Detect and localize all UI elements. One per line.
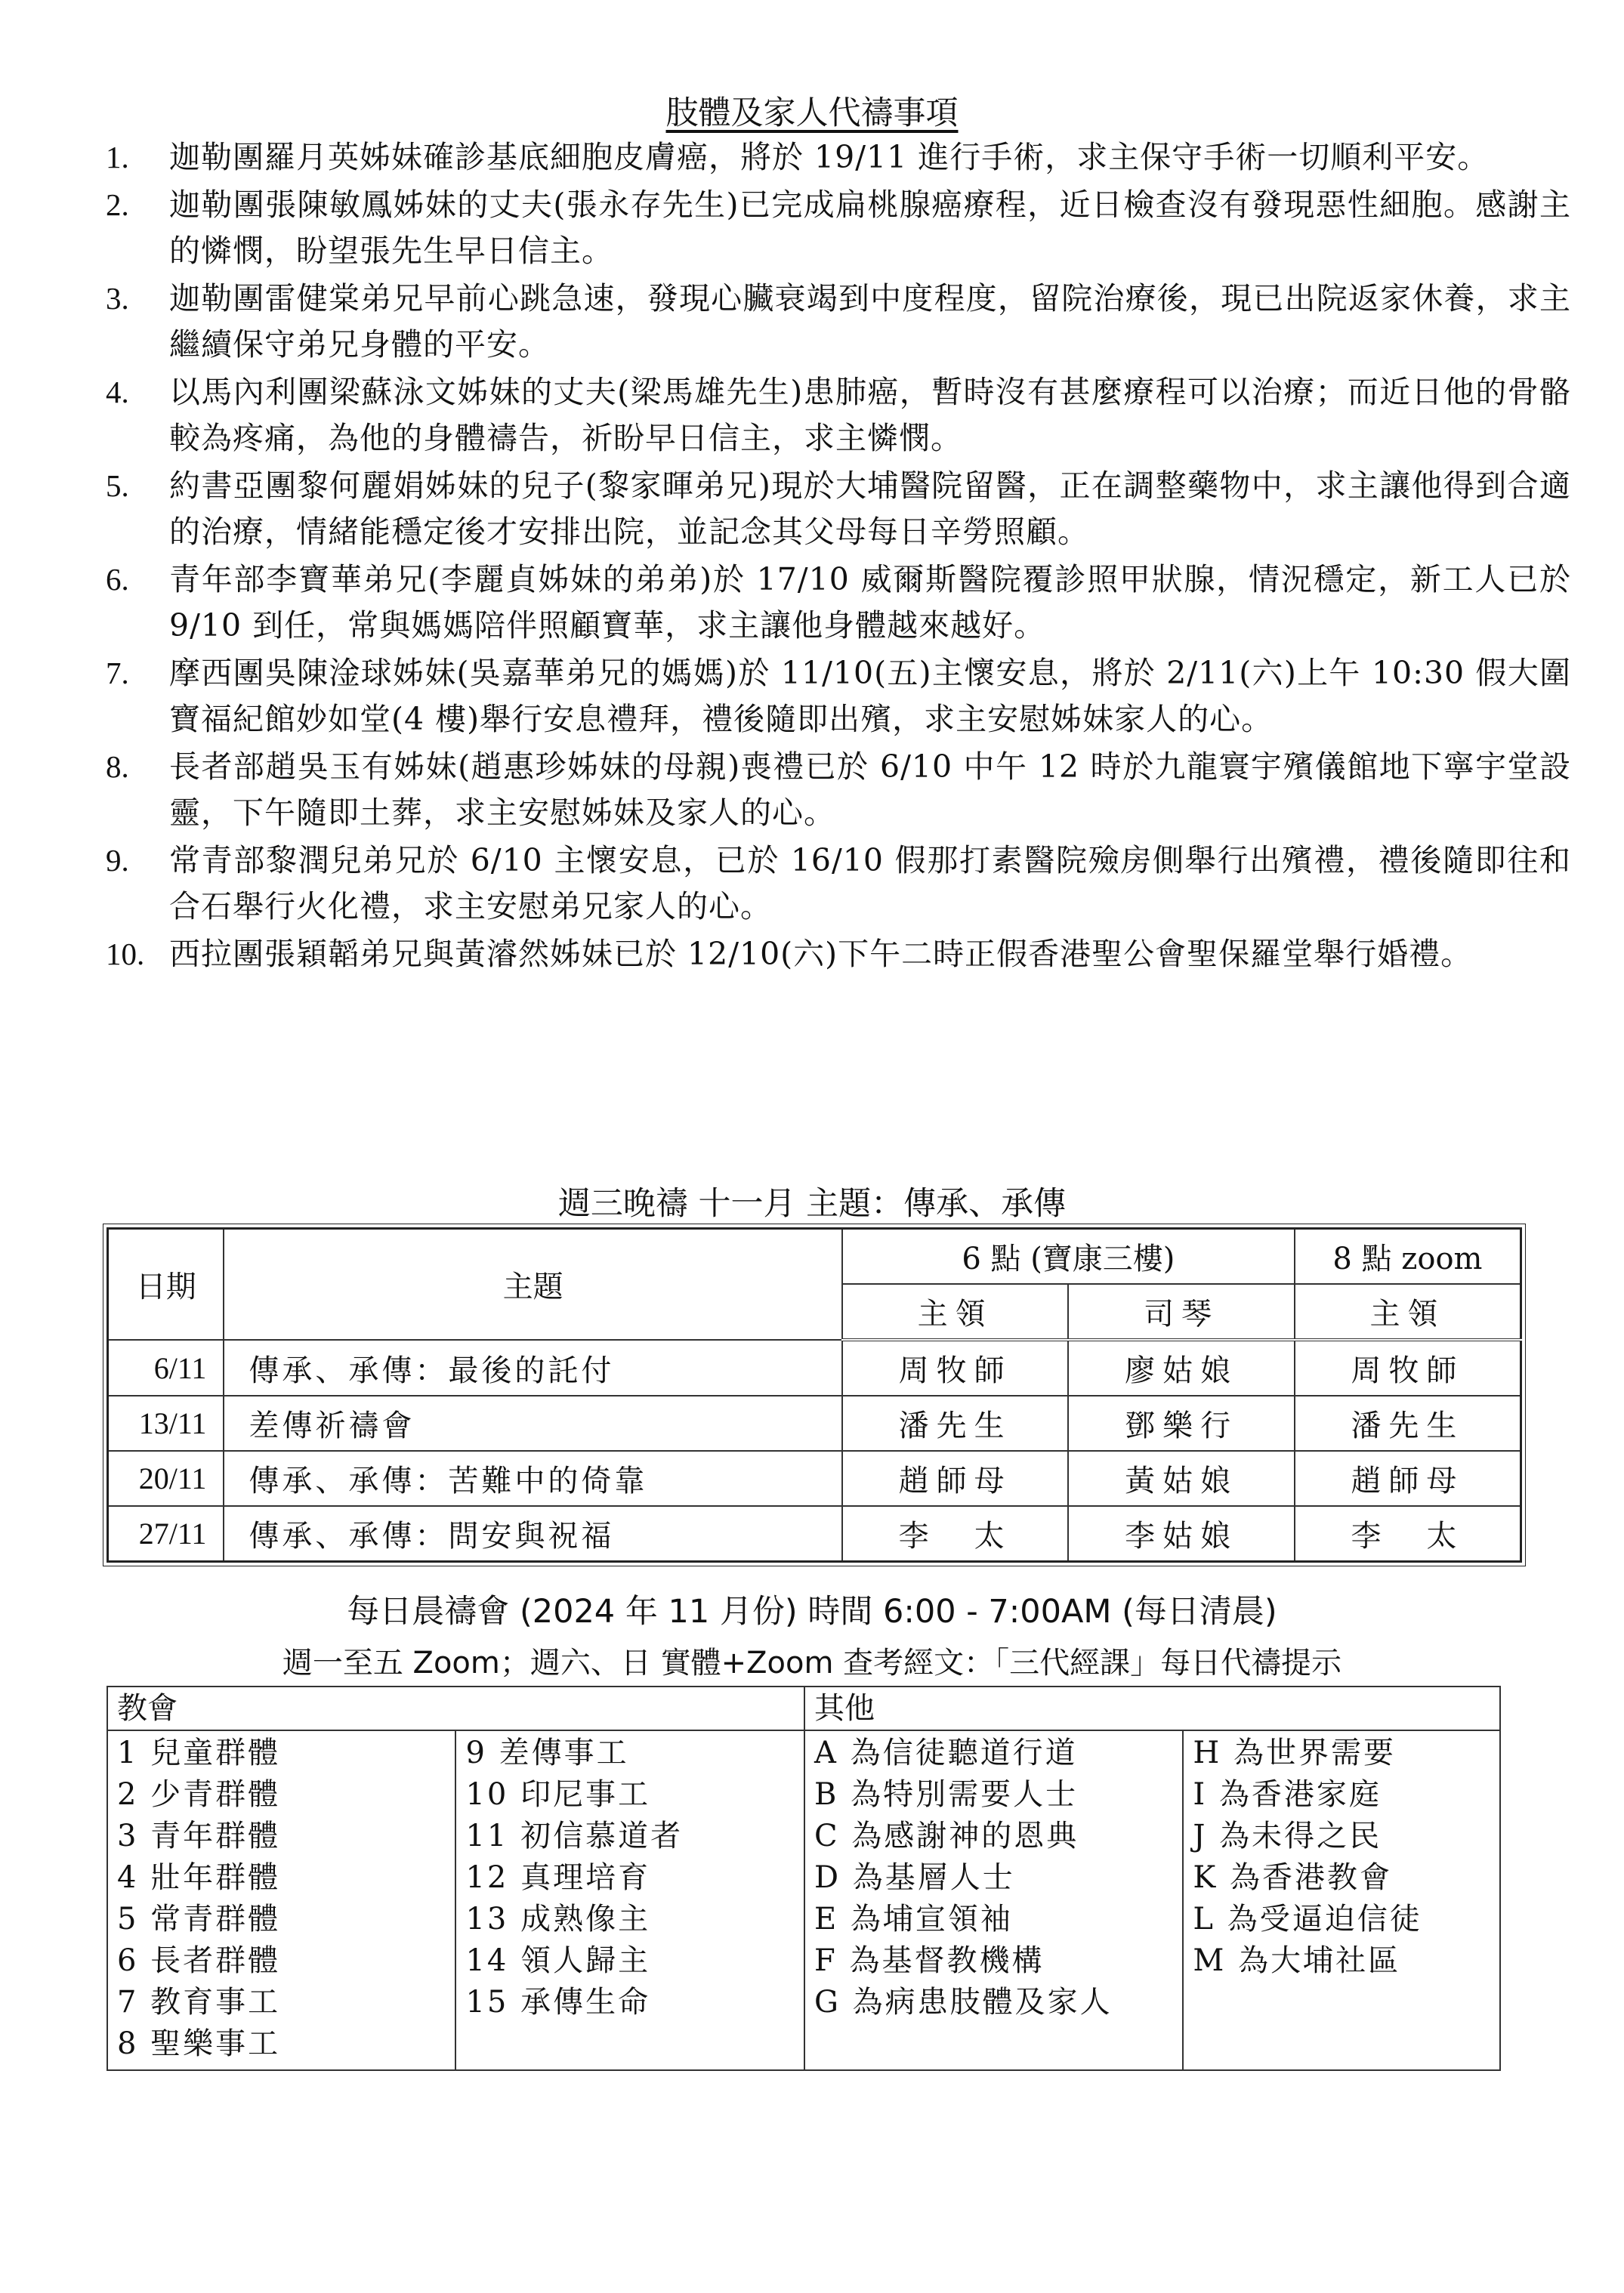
cell-lead-zoom: 趙師母 [1295, 1451, 1521, 1506]
list-item: 13 成熟像主 [465, 1902, 651, 1937]
prayer-item-number: 5. [106, 468, 129, 503]
prayer-item-text: 常青部黎潤兒弟兄於 6/10 主懷安息，已於 16/10 假那打素醫院殮房側舉行出殯禮，禮後隨即往和合石舉行火化禮，求主安慰弟兄家人的心。 [169, 842, 1571, 924]
list-item: D 為基層人士 [814, 1860, 1015, 1895]
list-item: 7 教育事工 [117, 1985, 281, 2020]
table-row [108, 1506, 1521, 1562]
cell-lead: 李 太 [842, 1506, 1069, 1562]
prayer-item [106, 134, 1571, 181]
prayer-item-text: 摩西團吳陳淦球姊妹(吳嘉華弟兄的媽媽)於 11/10(五)主懷安息，將於 2/11(六)上午 10:30 假大圍寶福紀館妙如堂(4 樓)舉行安息禮拜，禮後隨即出殯，求主安慰姊妹家人的心。 [169, 655, 1571, 737]
list-item: 9 差傳事工 [465, 1736, 629, 1770]
header-date: 日期 [108, 1229, 224, 1341]
prayer-item [106, 838, 1571, 930]
table-header-row [108, 1229, 1521, 1285]
list-item: M 為大埔社區 [1193, 1943, 1401, 1978]
prayer-item [106, 182, 1571, 274]
list-item: G 為病患肢體及家人 [814, 1985, 1113, 2020]
cell-lead: 趙師母 [842, 1451, 1069, 1506]
cell-topic: 傳承、承傳：最後的託付 [224, 1340, 841, 1396]
prayer-item [106, 276, 1571, 368]
prayer-item [106, 463, 1571, 555]
prayer-item-number: 10. [106, 937, 145, 971]
cell-lead-zoom: 周牧師 [1295, 1340, 1521, 1396]
cell-lead: 周牧師 [842, 1340, 1069, 1396]
list-item: A 為信徒聽道行道 [814, 1736, 1078, 1770]
prayer-item-text: 西拉團張穎韜弟兄與黃濬然姊妹已於 12/10(六)下午二時正假香港聖公會聖保羅堂舉行婚禮。 [169, 936, 1473, 972]
list-item: I 為香港家庭 [1193, 1777, 1382, 1812]
prayer-item-text: 長者部趙吳玉有姊妹(趙惠珍姊妹的母親)喪禮已於 6/10 中午 12 時於九龍寰宇殯儀館地下寧宇堂設靈，下午隨即土葬，求主安慰姊妹及家人的心。 [169, 748, 1571, 831]
header-six-oclock: 6 點 (寶康三樓) [842, 1229, 1295, 1285]
cell-date: 20/11 [108, 1451, 224, 1506]
other-list-1 [804, 1730, 1183, 2070]
list-item: L 為受逼迫信徒 [1193, 1902, 1422, 1937]
cell-organ: 鄧樂行 [1068, 1396, 1294, 1451]
prayer-item-number: 2. [106, 187, 129, 222]
morning-prayer-table [107, 1686, 1501, 2071]
cell-topic: 傳承、承傳：問安與祝福 [224, 1506, 841, 1562]
prayer-section-title [0, 88, 1624, 134]
cell-date: 6/11 [108, 1340, 224, 1396]
cell-topic: 差傳祈禱會 [224, 1396, 841, 1451]
prayer-item-number: 4. [106, 375, 129, 409]
cell-date: 13/11 [108, 1396, 224, 1451]
wednesday-title: 週三晚禱 十一月 主題：傳承、承傳 [557, 1185, 1067, 1223]
church-list-1 [107, 1730, 455, 2070]
cell-lead-zoom: 潘先生 [1295, 1396, 1521, 1451]
list-item: 8 聖樂事工 [117, 2026, 281, 2061]
list-item: 14 領人歸主 [465, 1943, 651, 1978]
prayer-list [106, 134, 1571, 979]
list-item: 2 少青群體 [117, 1777, 281, 1812]
prayer-title-text: 肢體及家人代禱事項 [665, 94, 959, 132]
table-row [108, 1396, 1521, 1451]
morning-prayer-title: 每日晨禱會 (2024 年 11 月份) 時間 6:00 - 7:00AM (每日清晨) [347, 1593, 1277, 1631]
list-item: B 為特別需要人士 [814, 1777, 1079, 1812]
cell-organ: 李姑娘 [1068, 1506, 1294, 1562]
list-item: K 為香港教會 [1193, 1860, 1393, 1895]
cell-lead-zoom: 李 太 [1295, 1506, 1521, 1562]
list-item: 6 長者群體 [117, 1943, 281, 1978]
prayer-item-text: 迦勒團張陳敏鳳姊妹的丈夫(張永存先生)已完成扁桃腺癌療程，近日檢查沒有發現惡性細胞。感謝主的憐憫，盼望張先生早日信主。 [169, 187, 1571, 269]
prayer-item-number: 9. [106, 843, 129, 878]
header-organ: 司琴 [1068, 1284, 1294, 1340]
list-item: 11 初信慕道者 [465, 1819, 684, 1853]
prayer-item [106, 650, 1571, 742]
list-item: H 為世界需要 [1193, 1736, 1397, 1770]
group-header-row [107, 1687, 1500, 1730]
prayer-item-number: 3. [106, 281, 129, 316]
prayer-item-text: 以馬內利團梁蘇泳文姊妹的丈夫(梁馬雄先生)患肺癌，暫時沒有甚麼療程可以治療；而近日他的骨骼較為疼痛，為他的身體禱告，祈盼早日信主，求主憐憫。 [169, 374, 1571, 456]
list-item: 5 常青群體 [117, 1902, 281, 1937]
prayer-item-number: 6. [106, 562, 129, 597]
list-item: 10 印尼事工 [465, 1777, 651, 1812]
cell-date: 27/11 [108, 1506, 224, 1562]
list-item: 4 壯年群體 [117, 1860, 281, 1895]
group-items-row [107, 1730, 1500, 2070]
list-item: C 為感謝神的恩典 [814, 1819, 1079, 1853]
cell-lead: 潘先生 [842, 1396, 1069, 1451]
list-item: 3 青年群體 [117, 1819, 281, 1853]
prayer-item [106, 931, 1571, 977]
table-row [108, 1451, 1521, 1506]
list-item: J 為未得之民 [1193, 1819, 1382, 1853]
cell-organ: 黃姑娘 [1068, 1451, 1294, 1506]
prayer-item-number: 8. [106, 749, 129, 784]
other-list-2 [1183, 1730, 1500, 2070]
prayer-item-text: 青年部李寶華弟兄(李麗貞姊妹的弟弟)於 17/10 威爾斯醫院覆診照甲狀腺，情況穩定，新工人已於 9/10 到任，常與媽媽陪伴照顧寶華，求主讓他身體越來越好。 [169, 561, 1571, 643]
table-row [108, 1340, 1521, 1396]
prayer-item-number: 7. [106, 656, 129, 690]
list-item: 12 真理培育 [465, 1860, 651, 1895]
header-eight-oclock: 8 點 zoom [1295, 1229, 1521, 1285]
prayer-item-text: 約書亞團黎何麗娟姊妹的兒子(黎家暉弟兄)現於大埔醫院留醫，正在調整藥物中，求主讓他得到合適的治療，情緒能穩定後才安排出院，並記念其父母每日辛勞照顧。 [169, 468, 1571, 550]
prayer-item-text: 迦勒團雷健棠弟兄早前心跳急速，發現心臟衰竭到中度程度，留院治療後，現已出院返家休養，求主繼續保守弟兄身體的平安。 [169, 280, 1571, 363]
list-item: 1 兒童群體 [117, 1736, 281, 1770]
cell-organ: 廖姑娘 [1068, 1340, 1294, 1396]
header-lead: 主領 [842, 1284, 1069, 1340]
list-item: E 為埔宣領袖 [814, 1902, 1013, 1937]
church-group-label: 教會 [107, 1687, 804, 1730]
header-topic: 主題 [224, 1229, 841, 1341]
cell-topic: 傳承、承傳：苦難中的倚靠 [224, 1451, 841, 1506]
morning-prayer-subtitle: 週一至五 Zoom；週六、日 實體+Zoom 查考經文：「三代經課」每日代禱提示 [282, 1646, 1342, 1680]
list-item: F 為基督教機構 [814, 1943, 1045, 1978]
wednesday-schedule-table [107, 1227, 1522, 1563]
prayer-item [106, 557, 1571, 649]
prayer-item-number: 1. [106, 140, 129, 174]
prayer-item [106, 369, 1571, 461]
church-list-2 [455, 1730, 804, 2070]
other-group-label: 其他 [804, 1687, 1500, 1730]
header-lead-zoom: 主領 [1295, 1284, 1521, 1340]
prayer-item-text: 迦勒團羅月英姊妹確診基底細胞皮膚癌，將於 19/11 進行手術，求主保守手術一切順利平安。 [169, 139, 1490, 175]
list-item: 15 承傳生命 [465, 1985, 651, 2020]
prayer-item [106, 744, 1571, 836]
